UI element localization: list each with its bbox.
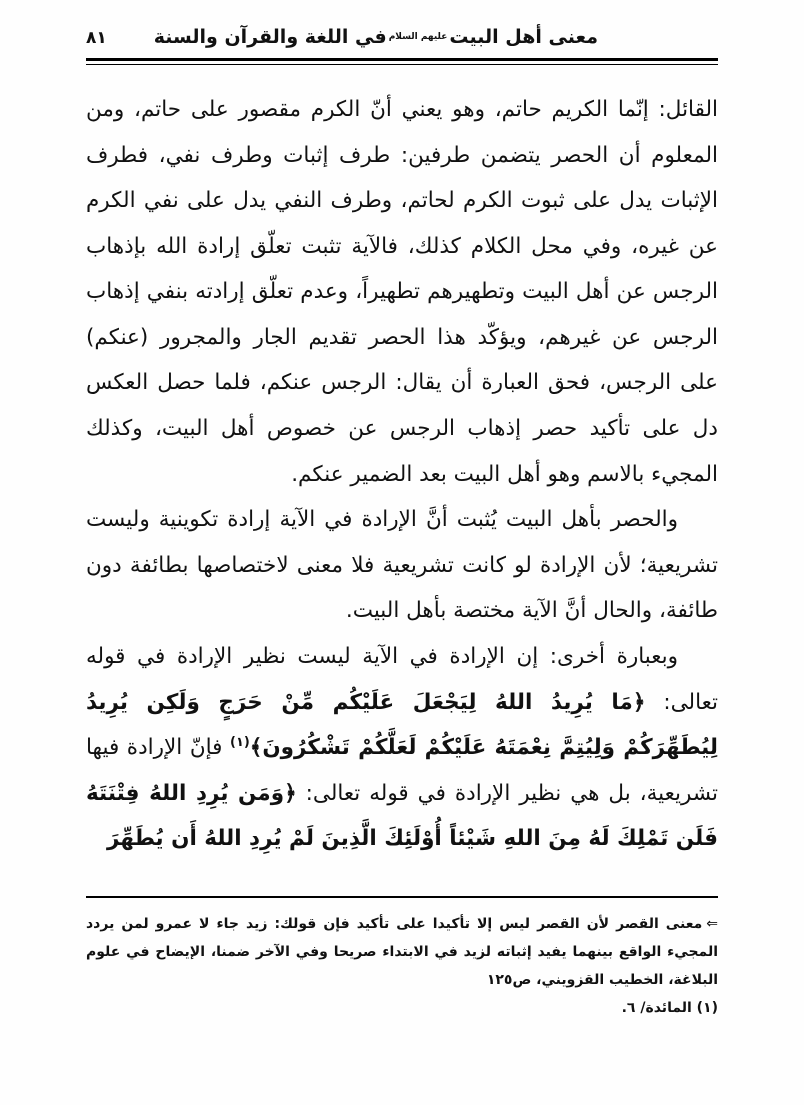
book-title-part2: في اللغة والقرآن والسنة: [153, 26, 387, 48]
continuation-arrow-icon: ⇐: [706, 916, 718, 932]
paragraph-text: وبعبارة أخرى: إن الإرادة في الآية ليست نظير الإرادة في قوله تعالى:: [86, 643, 718, 715]
footnote: (١) المائدة/ ٦.: [621, 1000, 718, 1016]
book-title-part1: معنى أهل البيت: [449, 26, 598, 48]
quran-verse: ﴿مَا يُرِيدُ اللهُ لِيَجْعَلَ عَلَيْكُم مِّنْ حَرَجٍ وَلَكِن يُرِيدُ لِيُطَهِّرَكُمْ وَلِيُتِمَّ نِعْمَتَهُ عَلَيْكُمْ لَعَلَّكُمْ تَشْكُرُونَ﴾: [86, 689, 718, 761]
quran-verse: ﴿وَمَن يُرِدِ اللهُ فِتْنَتَهُ فَلَن تَمْلِكَ لَهُ مِنَ اللهِ شَيْئاً أُوْلَئِكَ الَّذِينَ لَمْ يُرِدِ اللهُ أَن يُطَهِّرَ: [86, 780, 718, 852]
footnote-section: [86, 896, 718, 1022]
main-text: [86, 87, 718, 862]
footnote-text: معنى القصر لأن القصر ليس إلا تأكيدا على تأكيد فإن قولك: زيد جاء لا عمرو لمن يردد المجيء الواقع بينهما يفيد إثباته لزيد في الابتداء صريحا وفي الآخر ضمنا، الإيضاح في علوم البلاغة، الخطيب القزويني، ص١٢٥: [86, 916, 718, 988]
paragraph: [86, 634, 718, 862]
book-title: [154, 26, 718, 48]
footnote: [86, 910, 718, 994]
honorific-glyph: عليهم السلام: [388, 32, 448, 42]
paragraph-text: فإنّ الإرادة فيها تشريعية، بل هي نظير الإرادة في قوله تعالى:: [86, 735, 719, 806]
page-number: ٨١: [86, 28, 107, 48]
header-divider: [86, 58, 718, 65]
page-header: [86, 26, 718, 48]
footnote-reference: (١): [230, 734, 250, 750]
footnote-list: [86, 910, 718, 1022]
footnote-divider: [86, 896, 718, 898]
paragraph: والحصر بأهل البيت يُثبت أنَّ الإرادة في الآية إرادة تكوينية وليست تشريعية؛ لأن الإرادة لو كانت تشريعية فلا معنى لاختصاصها بطائفة دون طائفة، والحال أنَّ الآية مختصة بأهل البيت.: [86, 507, 718, 624]
paragraph: القائل: إنّما الكريم حاتم، وهو يعني أنّ الكرم مقصور على حاتم، ومن المعلوم أن الحصر يتضمن طرفين: طرف إثبات وطرف نفي، فطرف الإثبات يدل على ثبوت الكرم لحاتم، وطرف النفي يدل على نفي الكرم عن غيره، وفي محل الكلام كذلك، فالآية تثبت تعلّق إرادة الله بإذهاب الرجس عن أهل البيت وتطهيرهم تطهيراً، وعدم تعلّق إرادته بنفي إذهاب الرجس عن غيرهم، ويؤكّد هذا الحصر تقديم الجار والمجرور (عنكم) على الرجس، فحق العبارة أن يقال: الرجس عنكم، فلما حصل العكس دل على تأكيد حصر إذهاب الرجس عن خصوص أهل البيت، وكذلك المجيء بالاسم وهو أهل البيت بعد الضمير عنكم.: [86, 97, 718, 487]
